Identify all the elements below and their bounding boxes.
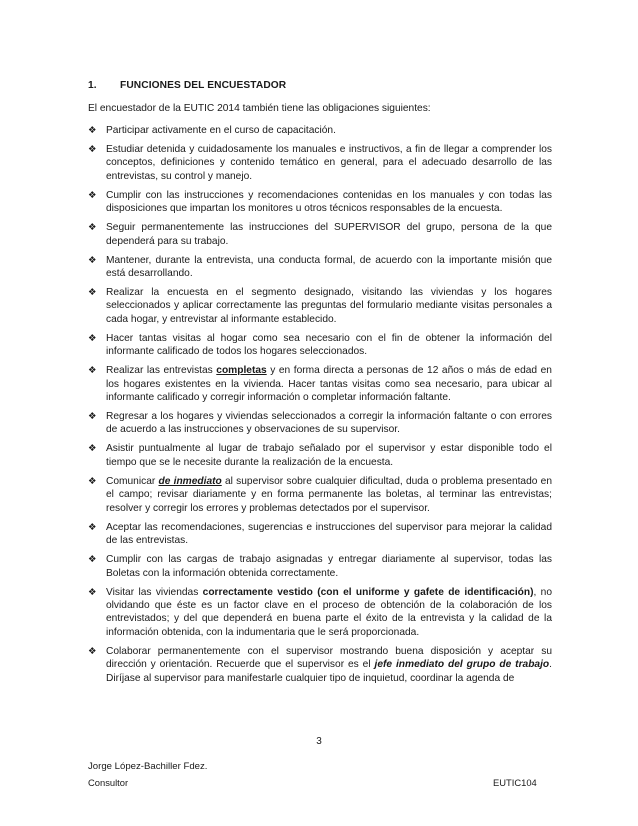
list-item: [88, 286, 552, 326]
list-item: [88, 143, 552, 183]
list-item: [88, 521, 552, 548]
item-text: correctamente vestido (con el uniforme y gafete de identificación): [202, 586, 534, 598]
item-text: . Diríjase al supervisor para manifestarle cualquier tipo de inquietud, coordinar la agenda de: [106, 659, 552, 684]
item-text: Realizar la encuesta en el segmento designado, visitando las viviendas y los hogares seleccionados y aplicar correctamente las preguntas del formulario mediante visitas personales a cada hogar, y entrevistar al informante establecido.: [106, 287, 552, 325]
item-text: Aceptar las recomendaciones, sugerencias e instrucciones del supervisor para mejorar la calidad de las entrevistas.: [106, 521, 552, 547]
diamond-bullet-icon: ❖: [88, 125, 97, 136]
item-text: Visitar las viviendas: [106, 586, 203, 598]
item-text: Realizar las entrevistas: [106, 365, 217, 377]
item-text: Comunicar: [106, 475, 159, 487]
intro-paragraph: El encuestador de la EUTIC 2014 también tiene las obligaciones siguientes:: [88, 103, 431, 114]
item-text: Hacer tantas visitas al hogar como sea necesario con el fin de obtener la información del informante calificado de todos los hogares seleccionados.: [106, 332, 552, 358]
diamond-bullet-icon: ❖: [88, 443, 97, 455]
item-text: Participar activamente en el curso de capacitación.: [106, 125, 336, 136]
diamond-bullet-icon: ❖: [88, 645, 97, 657]
diamond-bullet-icon: ❖: [88, 144, 97, 155]
diamond-bullet-icon: ❖: [88, 332, 97, 344]
diamond-bullet-icon: ❖: [88, 475, 97, 487]
list-item: [88, 442, 552, 469]
footer-author: Jorge López-Bachiller Fdez.: [88, 761, 208, 772]
diamond-bullet-icon: ❖: [88, 222, 97, 234]
diamond-bullet-icon: ❖: [88, 287, 97, 299]
list-item: [88, 410, 552, 437]
item-text: Cumplir con las instrucciones y recomendaciones contenidas en los manuales y con todas las disposiciones que impartan los monitores u otros técnicos responsables de la encuesta.: [106, 189, 552, 215]
list-item: [88, 586, 552, 640]
list-item: [88, 645, 552, 685]
item-text: jefe inmediato del grupo de trabajo: [374, 659, 550, 671]
item-text: Mantener, durante la entrevista, una conducta formal, de acuerdo con la importante misión que está desarrollando.: [106, 254, 552, 280]
obligations-list: [88, 124, 552, 691]
item-text: Asistir puntualmente al lugar de trabajo señalado por el supervisor y estar disponible todo el tiempo que se le necesite durante la realización de la encuesta.: [106, 443, 552, 468]
item-text: al supervisor sobre cualquier dificultad, duda o problema presentado en el campo; revisar diariamente y en forma permanente las boletas, al terminar las entrevistas; resolver y corregir los errores y problemas detectados por el supervisor.: [106, 475, 552, 514]
list-item: [88, 364, 552, 404]
list-item: [88, 475, 552, 515]
footer-document-code: EUTIC104: [493, 777, 537, 788]
item-text: de inmediato: [158, 475, 222, 487]
list-item: [88, 332, 552, 359]
diamond-bullet-icon: ❖: [88, 411, 97, 423]
item-text: Seguir permanentemente las instrucciones del SUPERVISOR del grupo, persona de la que dependerá para su trabajo.: [106, 222, 552, 247]
list-item: [88, 124, 552, 137]
diamond-bullet-icon: ❖: [88, 521, 97, 533]
item-text: completas: [216, 365, 267, 377]
diamond-bullet-icon: ❖: [88, 586, 97, 598]
item-text: Regresar a los hogares y viviendas seleccionados a corregir la información faltante o con errores de acuerdo a las instrucciones y observaciones de su supervisor.: [106, 411, 552, 436]
item-text: Estudiar detenida y cuidadosamente los manuales e instructivos, a fin de llegar a comprender los conceptos, definiciones y contenido temático en general, para el adecuado desarrollo de las entrevistas, su control y manejo.: [106, 144, 552, 182]
diamond-bullet-icon: ❖: [88, 189, 97, 201]
diamond-bullet-icon: ❖: [88, 365, 97, 377]
list-item: [88, 553, 552, 580]
list-item: [88, 189, 552, 216]
diamond-bullet-icon: ❖: [88, 554, 97, 566]
section-title: FUNCIONES DEL ENCUESTADOR: [120, 80, 287, 91]
diamond-bullet-icon: ❖: [88, 254, 97, 266]
item-text: Cumplir con las cargas de trabajo asignadas y entregar diariamente al supervisor, todas las Boletas con la información obtenida correctamente.: [106, 554, 552, 579]
list-item: [88, 221, 552, 248]
page-number: 3: [316, 736, 322, 747]
item-text: , no olvidando que éste es un factor clave en el proceso de obtención de la colaboración de los entrevistados; y del que dependerá en buena parte el éxito de la entrevista y la calidad de la información obtenida, con la indumentaria que le será proporcionada.: [106, 586, 553, 638]
item-text: Colaborar permanentemente con el supervisor mostrando buena disposición y aceptar su dirección y orientación. Recuerde que el supervisor es el: [106, 645, 552, 671]
section-heading: [88, 80, 286, 91]
item-text: y en forma directa a personas de 12 años o más de edad en los hogares existentes en la vivienda. Hacer tantas visitas como sea necesario, para ubicar al informante calificado y corregir información o completar información faltante.: [106, 365, 552, 404]
list-item: [88, 254, 552, 281]
footer-role: Consultor: [88, 777, 129, 788]
section-number: 1.: [88, 80, 97, 91]
